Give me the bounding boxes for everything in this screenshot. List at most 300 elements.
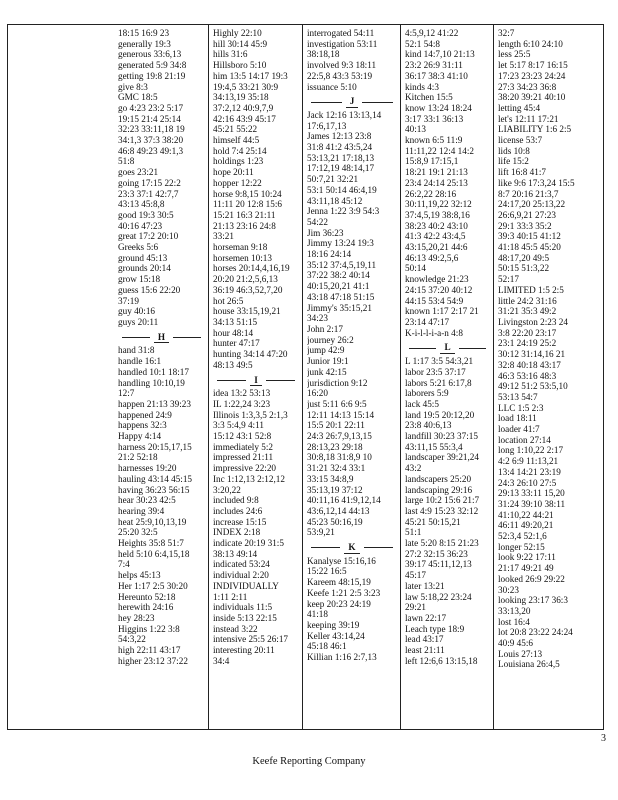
- index-entry: individual 2:20: [213, 570, 269, 581]
- index-entry: guess 15:6 22:20: [118, 284, 181, 295]
- index-entry: 54:3,22: [118, 634, 146, 645]
- index-entry: LLC 1:5 2:3: [498, 402, 544, 413]
- index-entry: 28:13,23 29:18: [307, 441, 363, 452]
- index-entry: jurisdiction 9:12: [307, 377, 368, 388]
- index-entry: 29:1 33:3 35:2: [498, 220, 552, 231]
- index-entry: keeping 39:19: [307, 619, 360, 630]
- index-entry: herewith 24:16: [118, 602, 174, 613]
- index-entry: Happy 4:14: [118, 431, 162, 442]
- index-entry: 53:13 54:7: [498, 391, 538, 402]
- index-entry: indicated 53:24: [213, 559, 270, 570]
- index-entry: hand 31:8: [118, 345, 155, 356]
- index-entry: 11:11 20 12:8 15:6: [213, 199, 282, 210]
- index-entry: 43:6,12,14 44:13: [307, 505, 370, 516]
- index-entry: laborers 5:9: [405, 388, 449, 399]
- index-entry: 37:19: [118, 295, 139, 306]
- index-entry: 39:3 40:15 41:12: [498, 231, 561, 242]
- index-entry: 48:17,20 49:5: [498, 252, 550, 263]
- index-entry: hot 26:5: [213, 295, 244, 306]
- index-entry: 15:22 16:5: [307, 566, 347, 577]
- index-entry: LIMITED 1:5 2:5: [498, 284, 564, 295]
- index-entry: included 9:8: [213, 495, 259, 506]
- index-entry: Killian 1:16 2:7,13: [307, 652, 377, 663]
- index-entry: Jimmy 13:24 19:3: [307, 238, 374, 249]
- index-entry: known 6:5 11:9: [405, 135, 463, 146]
- index-entry: 32:23 33:11,18 19: [118, 124, 185, 135]
- index-entry: 32:7: [498, 28, 515, 38]
- index-entry: 30:12 31:14,16 21: [498, 349, 566, 360]
- index-entry: 32:8 40:18 43:17: [498, 359, 561, 370]
- index-entry: 52:3,4 52:1,6: [498, 531, 547, 542]
- index-entry: let 5:17 8:17 16:15: [498, 60, 568, 71]
- index-entry: look 9:22 17:11: [498, 552, 556, 563]
- index-entry: himself 44:5: [213, 135, 260, 146]
- index-entry: 33:21: [213, 231, 234, 242]
- index-entry: increase 15:15: [213, 516, 267, 527]
- letter-heading: [307, 542, 397, 554]
- index-entry: Keller 43:14,24: [307, 630, 365, 641]
- index-entry: goes 23:21: [118, 167, 159, 178]
- index-entry: 37:4,5,19 38:8,16: [405, 209, 470, 220]
- index-column-5: [494, 26, 604, 728]
- index-entry: horses 20:14,4,16,19: [213, 263, 290, 274]
- index-entry: 43:11,15 55:3,4: [405, 441, 463, 452]
- index-entry: kinds 4:3: [405, 81, 439, 92]
- letter-heading: [213, 375, 299, 387]
- index-entry: 11:11,22 12:4 14:2: [405, 145, 474, 156]
- page-footer: Keefe Reporting Company: [252, 756, 366, 767]
- index-entry: land 19:5 20:12,20: [405, 409, 475, 420]
- index-entry: 33:15 34:8,9: [307, 473, 354, 484]
- index-entry: hearing 39:4: [118, 505, 165, 516]
- index-entry: Junior 19:1: [307, 356, 349, 367]
- index-column-1: [114, 26, 208, 728]
- index-entry: 51:8: [118, 156, 135, 167]
- index-entry: landfill 30:23 37:15: [405, 431, 478, 442]
- index-entry: INDIVIDUALLY: [213, 580, 279, 591]
- index-entry: 41:3 42:2 43:4,5: [405, 231, 466, 242]
- index-entry: 4:2 6:9 11:13,21: [498, 456, 559, 467]
- index-entry: 40:16 47:23: [118, 220, 163, 231]
- index-entry: impressive 22:20: [213, 463, 277, 474]
- index-entry: 31:24 39:10 38:11: [498, 498, 566, 509]
- index-entry: idea 13:2 53:13: [213, 388, 271, 399]
- index-entry: having 36:23 56:15: [118, 484, 190, 495]
- letter-heading-label: H: [154, 332, 169, 344]
- index-entry: Jim 36:23: [307, 227, 344, 238]
- index-entry: held 5:10 6:4,15,18: [118, 548, 190, 559]
- index-entry: 25:20 32:5: [118, 527, 158, 538]
- index-entry: 33:13,20: [498, 605, 531, 616]
- index-entry: 29:13 33:11 15,20: [498, 488, 565, 499]
- index-entry: 49:12 51:2 53:5,10: [498, 381, 568, 392]
- index-entry: 46:8 49:23 49:1,3: [118, 145, 184, 156]
- index-entry: handling 10:10,19: [118, 377, 185, 388]
- index-entry: keep 20:23 24:19: [307, 598, 371, 609]
- index-column-2: [209, 26, 302, 728]
- index-entry: lead 43:17: [405, 634, 444, 645]
- index-entry: INDEX 2:18: [213, 527, 261, 538]
- index-entry: know 13:24 18:24: [405, 102, 472, 113]
- index-entry: lot 20:8 23:22 24:24: [498, 627, 573, 638]
- index-entry: grow 15:18: [118, 274, 161, 285]
- index-entry: 31:21 32:4 33:1: [307, 463, 366, 474]
- index-entry: 43:15,20,21 44:6: [405, 242, 468, 253]
- index-entry: 24:3 26:10 27:5: [498, 477, 557, 488]
- index-entry: 17:12,19 48:14,17: [307, 163, 375, 174]
- letter-heading-label: I: [250, 375, 262, 387]
- index-entry: 50:15 51:3,22: [498, 263, 550, 274]
- index-entry: 15:21 16:3 21:11: [213, 209, 276, 220]
- index-entry: 34:13,19 35:18: [213, 92, 269, 103]
- index-entry: 3:17 33:1 36:13: [405, 113, 464, 124]
- index-entry: 39:17 45:11,12,13: [405, 559, 472, 570]
- index-entry: like 9:6 17:3,24 15:5: [498, 177, 575, 188]
- index-entry: left 12:6,6 13:15,18: [405, 655, 478, 666]
- index-entry: 45:21 50:15,21: [405, 516, 461, 527]
- index-entry: give 8:3: [118, 81, 148, 92]
- index-entry: 1:11 2:11: [213, 591, 248, 602]
- index-entry: higher 23:12 37:22: [118, 655, 188, 666]
- index-entry: Kitchen 15:5: [405, 92, 453, 103]
- letter-heading-label: K: [344, 542, 359, 554]
- index-entry: great 17:2 20:10: [118, 231, 179, 242]
- index-entry: helps 45:13: [118, 570, 161, 581]
- index-entry: 37:22 38:2 40:14: [307, 270, 370, 281]
- index-entry: 35:12 37:4,5,19,11: [307, 259, 377, 270]
- index-entry: Louis 27:13: [498, 648, 543, 659]
- index-entry: 43:2: [405, 463, 422, 474]
- index-entry: harness 20:15,17,15: [118, 441, 192, 452]
- index-entry: 45:17: [405, 570, 426, 581]
- index-entry: landscaper 39:21,24: [405, 452, 479, 463]
- index-entry: K-i-l-l-i-a-n 4:8: [405, 327, 463, 338]
- index-entry: life 15:2: [498, 156, 529, 167]
- index-entry: interrogated 54:11: [307, 28, 375, 38]
- index-entry: Kanalyse 15:16,16: [307, 555, 376, 566]
- index-entry: 23:3 37:1 42:7,7: [118, 188, 179, 199]
- index-entry: interesting 20:11: [213, 645, 275, 656]
- index-entry: 50:7,21 32:21: [307, 174, 359, 185]
- index-entry: Livingston 2:23 24: [498, 316, 568, 327]
- index-entry: 53:13,21 17:18,13: [307, 152, 375, 163]
- index-entry: Leach type 18:9: [405, 623, 465, 634]
- index-entry: Jimmy's 35:15,21: [307, 302, 372, 313]
- index-entry: 23:8 40:6,13: [405, 420, 452, 431]
- index-entry: 27:2 32:15 36:23: [405, 548, 468, 559]
- index-entry: least 21:11: [405, 645, 445, 656]
- index-entry: 12:11 14:13 15:14: [307, 409, 375, 420]
- index-entry: Her 1:17 2:5 30:20: [118, 580, 188, 591]
- index-entry: issuance 5:10: [307, 81, 357, 92]
- index-entry: load 18:11: [498, 413, 537, 424]
- index-entry: 52:1 54:8: [405, 38, 440, 49]
- index-entry: lack 45:5: [405, 398, 439, 409]
- index-entry: 53:1 50:14 46:4,19: [307, 184, 377, 195]
- page-number: 3: [601, 733, 606, 744]
- index-entry: 23:14 47:17: [405, 316, 450, 327]
- index-entry: 17:23 23:23 24:24: [498, 70, 566, 81]
- index-entry: going 17:15 22:2: [118, 177, 181, 188]
- index-entry: Keefe 1:21 2:5 3:23: [307, 587, 381, 598]
- index-entry: 22:5,8 43:3 53:19: [307, 70, 373, 81]
- index-column-3: [303, 26, 400, 728]
- index-entry: 45:21 55:22: [213, 124, 258, 135]
- index-entry: jump 42:9: [307, 345, 345, 356]
- index-entry: holdings 1:23: [213, 156, 264, 167]
- index-entry: hauling 43:14 45:15: [118, 473, 193, 484]
- index-entry: Highly 22:10: [213, 28, 262, 38]
- index-entry: 45:18 46:1: [307, 641, 347, 652]
- index-entry: license 53:7: [498, 135, 543, 146]
- index-entry: landscaping 29:16: [405, 484, 473, 495]
- index-entry: 23:2 26:9 31:11: [405, 60, 463, 71]
- index-entry: generated 5:9 34:8: [118, 60, 187, 71]
- index-entry: landscapers 25:20: [405, 473, 472, 484]
- index-entry: 30:23: [498, 584, 519, 595]
- index-entry: 38:20 39:21 40:10: [498, 92, 566, 103]
- index-entry: just 5:11 6:6 9:5: [307, 398, 367, 409]
- index-entry: 23:1 24:19 25:2: [498, 338, 557, 349]
- index-entry: late 5:20 8:15 21:23: [405, 538, 479, 549]
- letter-heading-label: J: [346, 96, 359, 108]
- index-entry: 27:3 34:23 36:8: [498, 81, 557, 92]
- index-entry: 41:10,22 44:21: [498, 509, 554, 520]
- index-entry: Jenna 1:22 3:9 54:3: [307, 206, 380, 217]
- index-entry: 7:4: [118, 559, 130, 570]
- index-entry: 38:23 40:2 43:10: [405, 220, 468, 231]
- index-entry: LIABILITY 1:6 2:5: [498, 124, 572, 135]
- index-entry: 16:20: [307, 388, 328, 399]
- index-entry: hill 30:14 45:9: [213, 38, 268, 49]
- index-entry: journey 26:2: [307, 334, 354, 345]
- index-entry: last 4:9 15:23 32:12: [405, 505, 479, 516]
- index-entry: 34:1,3 37:3 38:20: [118, 135, 184, 146]
- index-entry: looking 23:17 36:3: [498, 595, 568, 606]
- index-entry: 3:8 22:20 23:17: [498, 327, 557, 338]
- index-entry: large 10:2 15:6 21:7: [405, 495, 480, 506]
- index-entry: 31:21 35:3 49:2: [498, 306, 557, 317]
- index-entry: hear 30:23 42:5: [118, 495, 176, 506]
- index-entry: 15:12 43:1 52:8: [213, 431, 272, 442]
- index-entry: 29:21: [405, 602, 426, 613]
- index-entry: Hillsboro 5:10: [213, 60, 267, 71]
- index-entry: 43:13 45:8,8: [118, 199, 165, 210]
- index-entry: 18:16 24:14: [307, 249, 352, 260]
- index-entry: Heights 35:8 51:7: [118, 538, 184, 549]
- index-entry: 8:7 20:16 21:3,7: [498, 188, 559, 199]
- index-entry: Higgins 1:22 3:8: [118, 623, 180, 634]
- index-entry: 34:23: [307, 313, 328, 324]
- index-entry: 43:18 47:18 51:15: [307, 291, 375, 302]
- index-entry: 36:19 46:3,52,7,20: [213, 284, 283, 295]
- index-entry: 46:13 49:2,5,6: [405, 252, 459, 263]
- index-entry: happens 32:3: [118, 420, 167, 431]
- index-entry: 21:2 52:18: [118, 452, 158, 463]
- index-entry: involved 9:3 18:11: [307, 60, 377, 71]
- index-entry: him 13:5 14:17 19:3: [213, 70, 288, 81]
- index-entry: high 22:11 43:17: [118, 645, 181, 656]
- letter-heading: [118, 332, 205, 344]
- index-entry: location 27:14: [498, 434, 551, 445]
- index-entry: handle 16:1: [118, 356, 162, 367]
- index-entry: 45:23 50:16,19: [307, 516, 363, 527]
- index-entry: happen 21:13 39:23: [118, 398, 191, 409]
- index-entry: 3:3 5:4,9 4:11: [213, 420, 264, 431]
- index-entry: GMC 18:5: [118, 92, 158, 103]
- index-entry: 44:15 53:4 54:9: [405, 295, 464, 306]
- index-entry: 34:13 51:15: [213, 316, 258, 327]
- index-entry: go 4:23 23:2 5:17: [118, 102, 184, 113]
- index-entry: horse 9:8,15 10:24: [213, 188, 282, 199]
- index-entry: less 25:5: [498, 49, 531, 60]
- index-entry: 48:13 49:5: [213, 359, 253, 370]
- index-entry: Louisiana 26:4,5: [498, 659, 560, 670]
- index-entry: 52:17: [498, 274, 519, 285]
- index-entry: 53:9,21: [307, 527, 335, 538]
- index-entry: letting 45:4: [498, 102, 541, 113]
- index-entry: 34:4: [213, 655, 230, 666]
- index-entry: 46:3 53:16 48:3: [498, 370, 557, 381]
- index-entry: Inc 1:12,13 2:12,12: [213, 473, 285, 484]
- index-entry: hopper 12:22: [213, 177, 262, 188]
- index-entry: 19:15 21:4 25:14: [118, 113, 181, 124]
- index-entry: 24:3 26:7,9,13,15: [307, 431, 372, 442]
- index-entry: hills 31:6: [213, 49, 248, 60]
- index-entry: 40:13: [405, 124, 426, 135]
- index-entry: 35:13,19 37:12: [307, 484, 363, 495]
- index-entry: 24:15 37:20 40:12: [405, 284, 473, 295]
- index-entry: 31:8 41:2 43:5,24: [307, 142, 373, 153]
- index-entry: hour 48:14: [213, 327, 254, 338]
- index-entry: 37:2,12 40:9,7,9: [213, 102, 274, 113]
- index-entry: 40:15,20,21 41:1: [307, 281, 370, 292]
- index-entry: 17:6,17,13: [307, 120, 347, 131]
- letter-heading-label: L: [440, 342, 454, 354]
- letter-heading: [307, 96, 397, 108]
- index-entry: horsemen 10:13: [213, 252, 272, 263]
- index-entry: getting 19:8 21:19: [118, 70, 186, 81]
- index-entry: 23:4 24:14 25:13: [405, 177, 468, 188]
- index-entry: James 12:13 23:8: [307, 131, 372, 142]
- index-entry: 38:13 49:14: [213, 548, 258, 559]
- index-entry: instead 3:22: [213, 623, 258, 634]
- index-entry: good 19:3 30:5: [118, 209, 174, 220]
- index-entry: 19:4,5 33:21 30:9: [213, 81, 279, 92]
- index-entry: 24:17,20 25:13,22: [498, 199, 566, 210]
- index-entry: 50:14: [405, 263, 426, 274]
- index-entry: individuals 11:5: [213, 602, 273, 613]
- letter-heading: [405, 342, 490, 354]
- index-entry: law 5:18,22 23:24: [405, 591, 472, 602]
- index-entry: 15:5 20:1 22:11: [307, 420, 365, 431]
- index-entry: 21:17 49:21 49: [498, 563, 554, 574]
- index-entry: long 1:10,22 2:17: [498, 445, 564, 456]
- index-entry: loader 41:7: [498, 424, 540, 435]
- index-entry: 40:11,16 41:9,12,14: [307, 495, 381, 506]
- index-entry: inside 5:13 22:15: [213, 612, 277, 623]
- index-entry: hope 20:11: [213, 167, 254, 178]
- index-entry: 26:6,9,21 27:23: [498, 209, 556, 220]
- index-entry: happened 24:9: [118, 409, 172, 420]
- index-entry: investigation 53:11: [307, 38, 378, 49]
- index-entry: immediately 5:2: [213, 441, 273, 452]
- index-entry: 46:11 49:20,21: [498, 520, 554, 531]
- index-entry: hunter 47:17: [213, 338, 260, 349]
- index-entry: 51:1: [405, 527, 422, 538]
- index-entry: 4:5,9,12 41:22: [405, 28, 459, 38]
- index-entry: lids 10:8: [498, 145, 530, 156]
- index-entry: 42:16 43:9 45:17: [213, 113, 276, 124]
- index-entry: 13:4 14:21 23:19: [498, 466, 561, 477]
- index-entry: impressed 21:11: [213, 452, 274, 463]
- index-entry: 21:13 23:16 24:8: [213, 220, 276, 231]
- index-entry: known 1:17 2:17 21: [405, 306, 479, 317]
- index-entry: John 2:17: [307, 323, 343, 334]
- index-entry: harnesses 19:20: [118, 463, 177, 474]
- index-entry: guys 20:11: [118, 316, 159, 327]
- index-entry: 54:22: [307, 216, 328, 227]
- index-entry: hunting 34:14 47:20: [213, 349, 288, 360]
- index-entry: grounds 20:14: [118, 263, 171, 274]
- index-entry: later 13:21: [405, 580, 445, 591]
- index-entry: 41:18 45:5 45:20: [498, 242, 561, 253]
- index-entry: 38:18,18: [307, 49, 340, 60]
- index-entry: 20:20 21:2,5,6,13: [213, 274, 278, 285]
- index-entry: knowledge 21:23: [405, 274, 469, 285]
- index-entry: horseman 9:18: [213, 242, 268, 253]
- index-entry: labors 5:21 6:17,8: [405, 377, 472, 388]
- index-entry: 3:20,22: [213, 484, 241, 495]
- index-entry: little 24:2 31:16: [498, 295, 557, 306]
- index-entry: generally 19:3: [118, 38, 171, 49]
- index-column-4: [401, 26, 493, 728]
- index-entry: handled 10:1 18:17: [118, 366, 189, 377]
- index-entry: 12:7: [118, 388, 135, 399]
- index-entry: includes 24:6: [213, 505, 263, 516]
- index-entry: hey 28:23: [118, 612, 155, 623]
- index-entry: let's 12:11 17:21: [498, 113, 559, 124]
- index-entry: Kareem 48:15,19: [307, 577, 371, 588]
- index-entry: longer 52:15: [498, 541, 545, 552]
- index-entry: Jack 12:16 13:13,14: [307, 109, 382, 120]
- index-entry: 18:21 19:1 21:13: [405, 167, 468, 178]
- index-entry: kind 14:7,10 21:13: [405, 49, 475, 60]
- index-entry: indicate 20:19 31:5: [213, 538, 284, 549]
- index-entry: 43:11,18 45:12: [307, 195, 363, 206]
- index-entry: lift 16:8 41:7: [498, 167, 546, 178]
- index-entry: 15:8,9 17:15,1: [405, 156, 459, 167]
- index-entry: 18:15 16:9 23: [118, 28, 170, 38]
- index-entry: 30:11,19,22 32:12: [405, 199, 472, 210]
- index-entry: ground 45:13: [118, 252, 168, 263]
- index-entry: L 1:17 3:5 54:3,21: [405, 356, 474, 367]
- index-entry: Greeks 5:6: [118, 242, 159, 253]
- index-entry: lawn 22:17: [405, 612, 447, 623]
- index-entry: 36:17 38:3 41:10: [405, 70, 468, 81]
- index-entry: generous 33:6,13: [118, 49, 182, 60]
- index-entry: 41:18: [307, 609, 328, 620]
- index-entry: 40:9 45:6: [498, 638, 533, 649]
- index-entry: lost 16:4: [498, 616, 530, 627]
- index-entry: guy 40:16: [118, 306, 156, 317]
- index-entry: 26:2,22 28:16: [405, 188, 457, 199]
- index-entry: intensive 25:5 26:17: [213, 634, 289, 645]
- index-entry: 30:8,18 31:8,9 10: [307, 452, 372, 463]
- index-entry: junk 42:15: [307, 366, 347, 377]
- index-entry: Illinois 1:3,3,5 2:1,3: [213, 409, 288, 420]
- index-entry: house 33:15,19,21: [213, 306, 281, 317]
